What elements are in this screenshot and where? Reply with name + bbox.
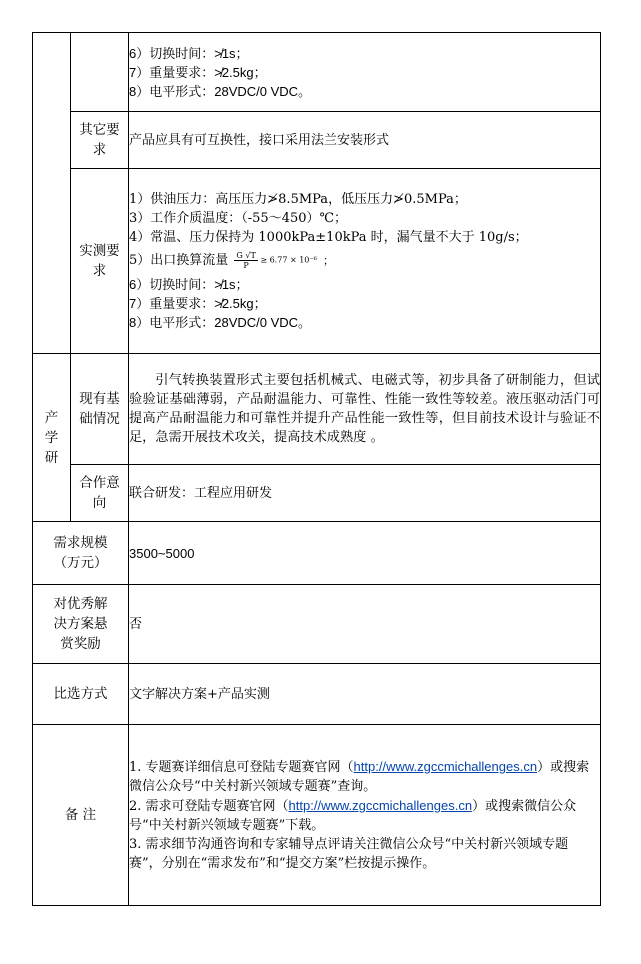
test-line-7: 7）重量要求：≯2.5kg；: [129, 296, 267, 311]
reward-value: 否: [129, 585, 601, 664]
formula-rhs: ≥ 6.77 × 10⁻⁶: [260, 255, 317, 265]
selection-label: 比选方式: [33, 664, 129, 725]
formula-numerator: G √T: [236, 251, 256, 260]
remark-2: [129, 796, 600, 835]
test-line-3: 3）工作介质温度：（-55～450）℃；: [129, 211, 348, 226]
remarks-content: [129, 725, 601, 906]
row-cooperation: [33, 465, 601, 522]
industry-label: 产学研: [33, 354, 71, 522]
blank-merged-cell: [33, 33, 71, 354]
top-line-8: 8）电平形式：28VDC/0 VDC。: [129, 83, 312, 99]
row-test-requirements: [33, 169, 601, 354]
other-req-label: 其它要求: [71, 112, 129, 169]
remark-1-text-a: 1. 专题赛详细信息可登陆专题赛官网（: [129, 760, 354, 775]
row-other-requirements: [33, 112, 601, 169]
remark-1-link[interactable]: http://www.zgccmichallenges.cn: [353, 759, 538, 774]
flow-formula: [234, 251, 316, 270]
basis-text: 引气转换装置形式主要包括机械式、电磁式等，初步具备了研制能力，但试验验证基础薄弱，产品耐温能力、可靠性、性能一致性等较差。液压驱动活门可提高产品耐温能力和可靠性并提升产品性能一致性等，但目前技术设计与验证不足，急需开展技术攻关，提高技术成熟度 。: [129, 373, 600, 445]
test-line-6: 6）切换时间：≯1s；: [129, 277, 249, 292]
scale-value: 3500~5000: [129, 522, 601, 585]
row-remarks: [33, 725, 601, 906]
basis-label: 现有基础情况: [71, 354, 129, 465]
formula-fraction: [234, 251, 257, 270]
test-line-4: 4）常温、压力保持为 1000kPa±10kPa 时，漏气量不大于 10g/s；: [129, 230, 528, 245]
top-line-7: 7）重量要求：≯2.5kg；: [129, 64, 267, 80]
requirements-table: [32, 32, 601, 906]
row-existing-basis: [33, 354, 601, 465]
blank-label-cell: [71, 33, 129, 112]
remark-3: 3. 需求细节沟通咨询和专家辅导点评请关注微信公众号“中关村新兴领域专题赛”，分别在“需求发布”和“提交方案”栏按提示操作。: [129, 837, 569, 871]
coop-text: 联合研发：工程应用研发: [129, 465, 601, 522]
coop-label: 合作意向: [71, 465, 129, 522]
remark-2-link[interactable]: http://www.zgccmichallenges.cn: [288, 798, 473, 813]
test-req-content: [129, 169, 601, 354]
remark-1-text-b: ）或搜索微信公众号“中关村新兴领域专题赛”查询。: [129, 760, 590, 794]
basis-text-cell: [129, 354, 601, 465]
test-line-1: 1）供油压力：高压压力≯8.5MPa，低压压力≯0.5MPa；: [129, 192, 467, 207]
top-block-content: [129, 33, 601, 112]
remark-1: [129, 757, 600, 796]
scale-label: 需求规模（万元）: [33, 522, 129, 585]
reward-label: 对优秀解决方案悬赏奖励: [33, 585, 129, 664]
row-selection: [33, 664, 601, 725]
selection-value: 文字解决方案+产品实测: [129, 664, 601, 725]
remark-2-text-a: 2. 需求可登陆专题赛官网（: [129, 799, 289, 814]
top-line-6: 6）切换时间：≯1s；: [129, 45, 249, 61]
remarks-label: 备 注: [33, 725, 129, 906]
row-scale: [33, 522, 601, 585]
row-reward: [33, 585, 601, 664]
test-line-5: [129, 247, 600, 275]
test-req-label: 实测要求: [71, 169, 129, 354]
formula-denominator: P: [243, 261, 249, 270]
row-top-continuation: [33, 33, 601, 112]
test-line-8: 8）电平形式：28VDC/0 VDC。: [129, 315, 312, 330]
other-req-text: 产品应具有可互换性，接口采用法兰安装形式: [129, 112, 601, 169]
test-line-5-prefix: 5）出口换算流量: [129, 253, 229, 268]
test-line-5-suffix: ；: [322, 254, 334, 267]
remark-2-text-b: ）或搜索微信公众号“中关村新兴领域专题赛”下载。: [129, 799, 577, 833]
